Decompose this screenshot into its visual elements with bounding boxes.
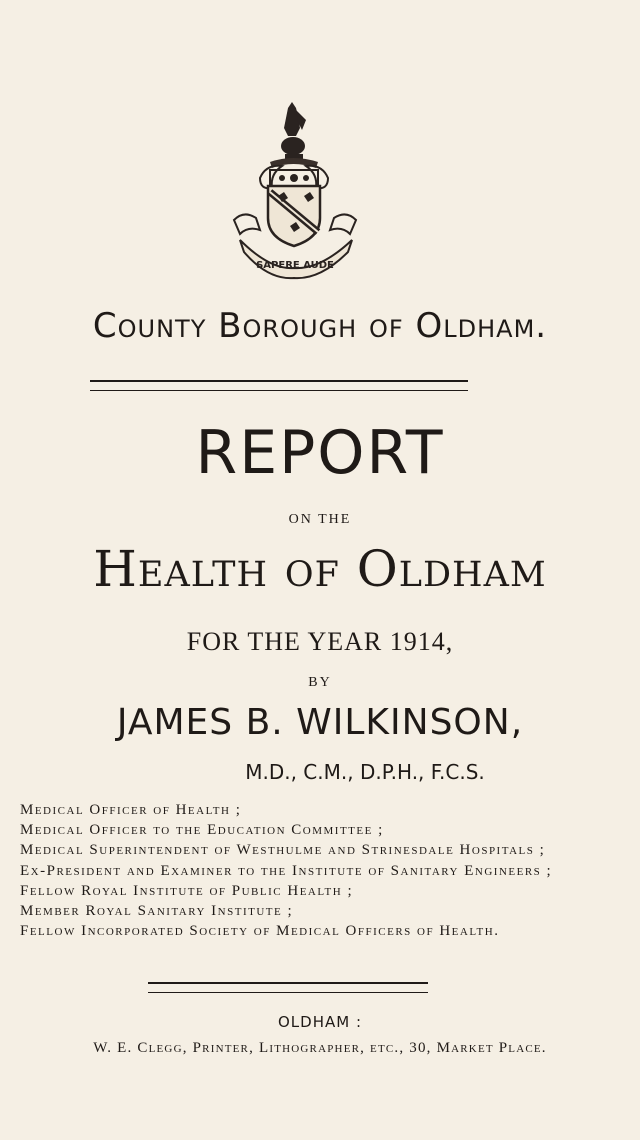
county-title: County Borough of Oldham. — [92, 306, 548, 346]
by-label: BY — [308, 675, 332, 690]
report-title: REPORT — [195, 418, 445, 488]
list-item: Medical Superintendent of Westhulme and Strinesdale Hospitals ; — [20, 842, 546, 859]
list-item: Member Royal Sanitary Institute ; — [20, 903, 294, 920]
crest-motto: SAPERE AUDE — [256, 260, 334, 271]
on-the-label: ON THE — [288, 512, 352, 527]
list-item: Medical Officer to the Education Committee ; — [20, 822, 384, 839]
list-item: Fellow Royal Institute of Public Health ; — [20, 882, 354, 899]
coat-of-arms-crest — [230, 100, 360, 280]
report-subject: Health of Oldham — [93, 540, 547, 598]
year-line: FOR THE YEAR 1914, — [186, 627, 454, 656]
author-degrees: M.D., C.M., D.P.H., F.C.S. — [245, 760, 485, 784]
imprint-city: OLDHAM : — [277, 1013, 363, 1031]
list-item: Medical Officer of Health ; — [20, 802, 242, 818]
list-item: Ex-President and Examiner to the Institute of Sanitary Engineers ; — [20, 862, 553, 879]
double-rule-top — [90, 380, 468, 391]
double-rule-bottom — [148, 982, 428, 993]
author-name: JAMES B. WILKINSON, — [116, 702, 524, 743]
author-titles-list — [20, 800, 640, 941]
list-item: Fellow Incorporated Society of Medical Officers of Health. — [20, 923, 500, 940]
imprint-printer: W. E. Clegg, Printer, Lithographer, etc., 30, Market Place. — [93, 1040, 547, 1056]
